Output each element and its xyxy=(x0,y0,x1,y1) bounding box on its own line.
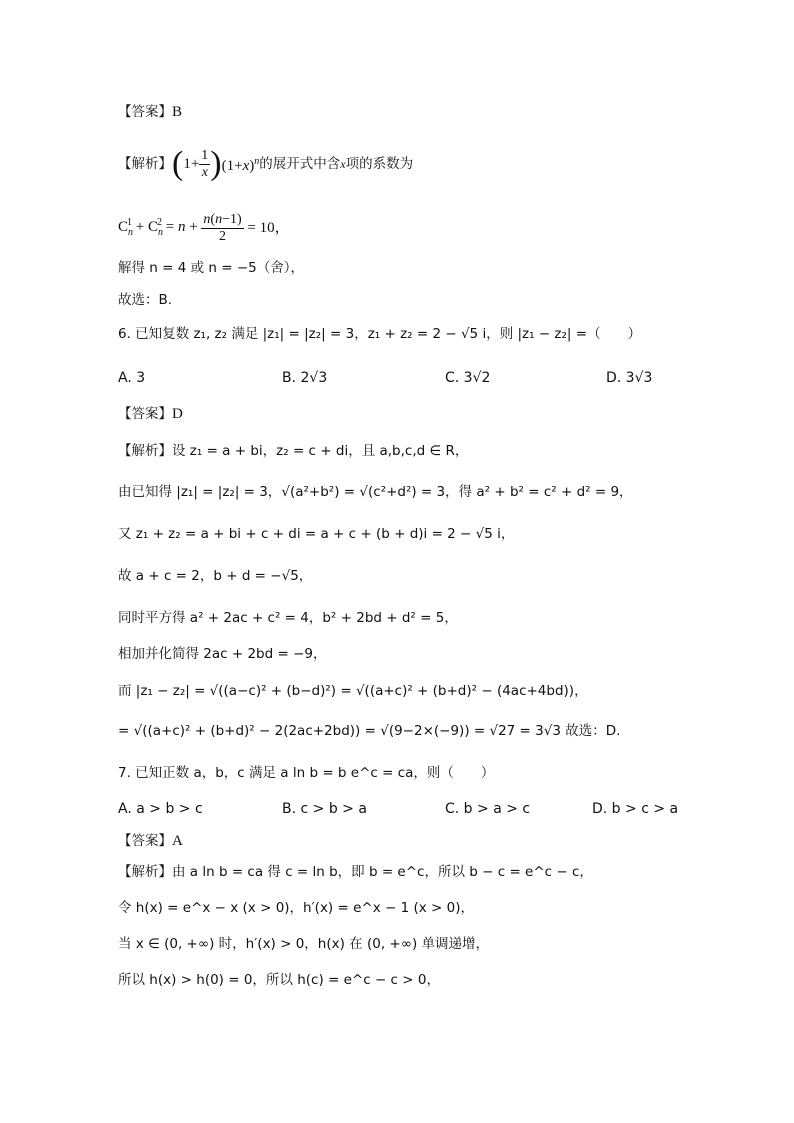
analysis-label: 【解析】 xyxy=(118,156,172,172)
analysis-tail: 项的系数为 xyxy=(345,156,414,172)
q7-analysis-line-2: 令 h(x) = e^x − x (x > 0)，h′(x) = e^x − 1 (x > 0)， xyxy=(118,900,474,916)
q7-stem: 7. 已知正数 a，b，c 满足 a ln b = b e^c = ca，则（ ） xyxy=(118,765,495,781)
q6-stem: 6. 已知复数 z₁, z₂ 满足 |z₁| = |z₂| = 3，z₁ + z₂ = 2 − √5 i，则 |z₁ − z₂| =（ ） xyxy=(118,326,642,342)
q6-option-b: B. 2√3 xyxy=(282,370,328,386)
answer-label: 【答案】 xyxy=(118,833,172,849)
q6-option-d: D. 3√3 xyxy=(606,370,653,386)
answer-label: 【答案】 xyxy=(118,104,172,120)
q5-answer xyxy=(118,102,182,122)
answer-value: D xyxy=(172,406,183,422)
answer-label: 【答案】 xyxy=(118,406,172,422)
q5-analysis: 【解析】(1+ $\frac{1}{x}$ )$(1+x)^n$的展开式中含x项的系数为 xyxy=(118,145,414,182)
q6-analysis-line-8: = √((a+c)² + (b+d)² − 2(2ac+2bd)) = √(9−2×(−9)) = √27 = 3√3 故选：D. xyxy=(118,723,621,739)
answer-value: B xyxy=(172,104,183,120)
q5-formula: $C_n^1 + C_n^2 = n$ + $\frac{n(n-1)}{2}$ = 10， xyxy=(118,211,290,244)
q7-option-c: C. b > a > c xyxy=(445,801,531,817)
q6-option-a: A. 3 xyxy=(118,370,146,386)
q7-answer xyxy=(118,831,183,851)
analysis-text: 的展开式中含 xyxy=(259,156,341,172)
q5-pick: 故选：B. xyxy=(118,292,173,308)
q5-solve: 解得 n = 4 或 n = −5（舍）， xyxy=(118,260,305,276)
q6-analysis-line-3: 又 z₁ + z₂ = a + bi + c + di = a + c + (b + d)i = 2 − √5 i， xyxy=(118,526,515,542)
q6-analysis-line-7: 而 |z₁ − z₂| = √((a−c)² + (b−d)²) = √((a+c)² + (b+d)² − (4ac+4bd))， xyxy=(118,683,588,699)
q6-analysis-line-4: 故 a + c = 2，b + d = −√5， xyxy=(118,568,313,584)
q7-analysis-line-1: 【解析】由 a ln b = ca 得 c = ln b，即 b = e^c，所以 b − c = e^c − c， xyxy=(118,864,593,880)
analysis-var: x xyxy=(340,157,346,171)
q6-analysis-line-1: 【解析】设 z₁ = a + bi，z₂ = c + di，且 a,b,c,d ∈ R， xyxy=(118,443,469,459)
q7-option-d: D. b > c > a xyxy=(592,801,679,817)
q7-analysis-line-4: 所以 h(x) > h(0) = 0，所以 h(c) = e^c − c > 0， xyxy=(118,972,440,988)
answer-value: A xyxy=(172,833,183,849)
q7-analysis-line-3: 当 x ∈ (0, +∞) 时，h′(x) > 0，h(x) 在 (0, +∞) 单调递增， xyxy=(118,936,490,952)
q7-option-b: B. c > b > a xyxy=(282,801,367,817)
q6-analysis-line-6: 相加并化简得 2ac + 2bd = −9， xyxy=(118,646,327,662)
q6-analysis-line-5: 同时平方得 a² + 2ac + c² = 4，b² + 2bd + d² = 5， xyxy=(118,610,458,626)
q6-analysis-line-2: 由已知得 |z₁| = |z₂| = 3，√(a²+b²) = √(c²+d²) = 3，得 a² + b² = c² + d² = 9， xyxy=(118,484,633,500)
q6-option-c: C. 3√2 xyxy=(445,370,491,386)
q7-option-a: A. a > b > c xyxy=(118,801,203,817)
q6-answer xyxy=(118,404,183,424)
